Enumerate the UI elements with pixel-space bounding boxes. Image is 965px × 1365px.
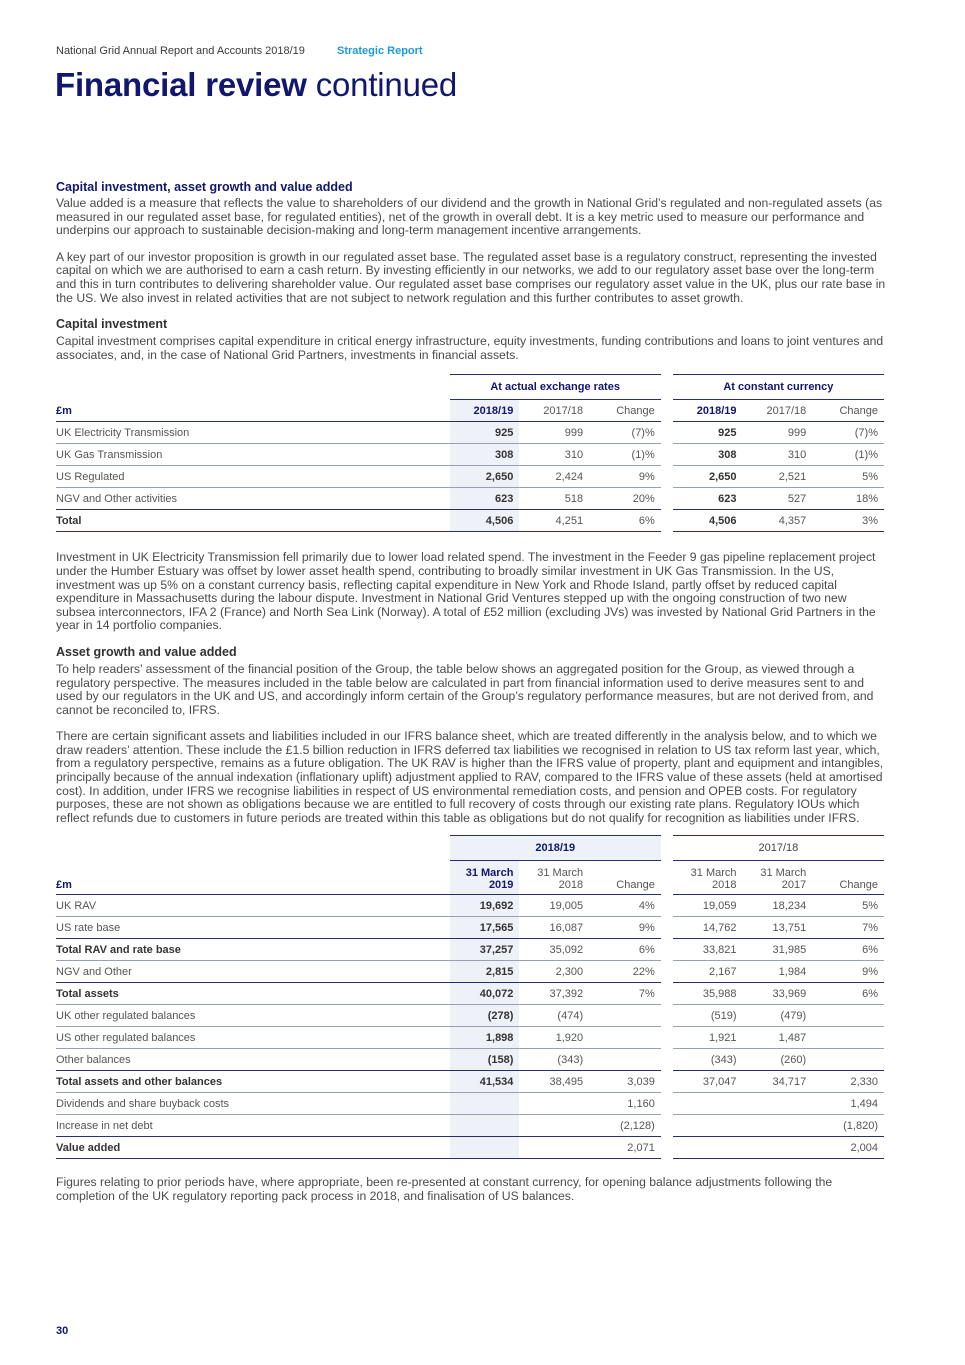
cell: 19,059: [673, 895, 743, 917]
row-label: Total assets: [56, 983, 450, 1005]
row-label: Dividends and share buyback costs: [56, 1093, 450, 1115]
table-row: [56, 917, 884, 939]
row-label: Total RAV and rate base: [56, 939, 450, 961]
row-label: UK other regulated balances: [56, 1005, 450, 1027]
cell: 4,506: [673, 510, 743, 532]
row-label: NGV and Other: [56, 961, 450, 983]
table-row: [56, 422, 884, 444]
row-label: Total: [56, 510, 450, 532]
cell: [673, 1115, 743, 1137]
cell: 999: [519, 422, 589, 444]
table-row: [56, 1093, 884, 1115]
cell: 6%: [812, 939, 884, 961]
cell: [673, 1137, 743, 1159]
cell: [519, 1115, 589, 1137]
cell: 308: [673, 444, 743, 466]
cell: 2,004: [812, 1137, 884, 1159]
page-title-suffix: continued: [315, 66, 458, 103]
cell: 4,357: [743, 510, 813, 532]
cell: 5%: [812, 466, 884, 488]
group-header-actual-rates: At actual exchange rates: [450, 375, 661, 400]
cell: (479): [743, 1005, 813, 1027]
cell: 6%: [589, 510, 661, 532]
cell: 7%: [589, 983, 661, 1005]
cell: [519, 1093, 589, 1115]
cell: 9%: [589, 917, 661, 939]
cell: 31,985: [743, 939, 813, 961]
cell: 1,494: [812, 1093, 884, 1115]
cell: (7)%: [589, 422, 661, 444]
table-group-header: [56, 836, 884, 861]
col-header: 2018/19: [673, 400, 743, 422]
table-row: [56, 895, 884, 917]
cell: 35,988: [673, 983, 743, 1005]
cell: (474): [519, 1005, 589, 1027]
cell: 310: [519, 444, 589, 466]
cell: 1,898: [450, 1027, 520, 1049]
page-title-main: Financial review: [55, 66, 307, 103]
cell: [450, 1093, 520, 1115]
cell: 37,392: [519, 983, 589, 1005]
section-heading-capital-investment-asset-growth: Capital investment, asset growth and value added: [56, 180, 353, 194]
cell: 33,821: [673, 939, 743, 961]
table-row: [56, 444, 884, 466]
cell: 1,920: [519, 1027, 589, 1049]
cell: 2,521: [743, 466, 813, 488]
table-row-subtotal: [56, 1071, 884, 1093]
col-header: 2017/18: [519, 400, 589, 422]
row-label: US rate base: [56, 917, 450, 939]
intro-paragraph-investor-proposition: A key part of our investor proposition is growth in our regulated asset base. The regulated asset base is a regulatory construct, representing the invested capital on which we are authorised to earn a cash return. By investing efficiently in our networks, we add to our regulatory asset base over the long-term and this in turn contributes to delivering shareholder value. Our regulated asset base comprises our regulatory asset value in the UK, plus our rate base in the US. We also invest in related activities that are not subject to network regulation and this further contributes to asset growth.: [56, 249, 886, 305]
cell: 1,984: [743, 961, 813, 983]
cell: 9%: [812, 961, 884, 983]
cell: 41,534: [450, 1071, 520, 1093]
section-label: Strategic Report: [337, 45, 423, 57]
cell: 33,969: [743, 983, 813, 1005]
cell: 16,087: [519, 917, 589, 939]
cell: 2,424: [519, 466, 589, 488]
capital-investment-commentary: Investment in UK Electricity Transmission fell primarily due to lower load related spend. The investment in the Feeder 9 gas pipeline replacement project under the Humber Estuary was offset by lower asset health spend, contributing to broadly similar investment in UK Gas Transmission. In the US, investment was up 5% on a constant currency basis, reflecting capital expenditure in New York and Rhode Island, partly offset by reduced capital expenditure in Massachusetts during the labour dispute. Investment in National Grid Ventures stepped up with the ongoing construction of two new subsea interconnectors, IFA 2 (France) and North Sea Link (Norway). A total of £52 million (excluding JVs) was invested by National Grid Partners in the year in 14 portfolio companies.: [56, 550, 876, 633]
table-row: [56, 1005, 884, 1027]
cell: [450, 1115, 520, 1137]
cell: 37,047: [673, 1071, 743, 1093]
cell: 2,650: [673, 466, 743, 488]
cell: 20%: [589, 488, 661, 510]
subheading-capital-investment: Capital investment: [56, 317, 168, 332]
cell: 925: [673, 422, 743, 444]
cell: 2,071: [589, 1137, 661, 1159]
cell: 2,167: [673, 961, 743, 983]
cell: (7)%: [812, 422, 884, 444]
cell: 2,815: [450, 961, 520, 983]
cell: [812, 1027, 884, 1049]
col-header: Change: [589, 400, 661, 422]
cell: (260): [743, 1049, 813, 1071]
cell: (1)%: [812, 444, 884, 466]
main-content: [56, 180, 886, 1204]
cell: 18,234: [743, 895, 813, 917]
table-row: [56, 488, 884, 510]
cell: [589, 1027, 661, 1049]
asset-growth-paragraph-2: There are certain significant assets and liabilities included in our IFRS balance sheet, which are treated differently in the analysis below, and to which we draw readers’ attention. These include the £1.5 billion reduction in IFRS deferred tax liabilities we recognised in relation to US tax reform last year, which, from a regulatory perspective, remains as a future obligation. The UK RAV is higher than the IFRS value of property, plant and equipment and intangibles, principally because of the annual indexation (inflationary uplift) adjustment applied to RAV, compared to the IFRS value of these assets (held at amortised cost). In addition, under IFRS we recognise liabilities in respect of US environmental remediation costs, and pension and OPEB costs. For regulatory purposes, these are not shown as obligations because we are entitled to full recovery of costs through our existing rate plans. Regulatory IOUs which reflect refunds due to customers in future periods are treated within this table as obligations but do not qualify for recognition as liabilities under IFRS.: [56, 729, 884, 825]
cell: 38,495: [519, 1071, 589, 1093]
cell: 925: [450, 422, 520, 444]
group-header-constant-currency: At constant currency: [673, 375, 884, 400]
cell: [743, 1137, 813, 1159]
cell: 37,257: [450, 939, 520, 961]
cell: 518: [519, 488, 589, 510]
cell: 9%: [589, 466, 661, 488]
cell: 5%: [812, 895, 884, 917]
table-row-total: [56, 510, 884, 532]
cell: 308: [450, 444, 520, 466]
asset-growth-paragraph-1: To help readers’ assessment of the financial position of the Group, the table below shows an aggregated position for the Group, as viewed through a regulatory perspective. The measures included in the table below are calculated in part from financial information used to derive measures sent to and used by our regulators in the UK and US, and accordingly inform certain of the Group’s regulatory performance measures, but are not derived from, and cannot be reconciled to, IFRS.: [56, 661, 874, 717]
cell: 527: [743, 488, 813, 510]
row-label: Value added: [56, 1137, 450, 1159]
row-label: Other balances: [56, 1049, 450, 1071]
cell: (343): [519, 1049, 589, 1071]
cell: 1,487: [743, 1027, 813, 1049]
cell: 22%: [589, 961, 661, 983]
cell: [589, 1005, 661, 1027]
cell: 3%: [812, 510, 884, 532]
row-label: NGV and Other activities: [56, 488, 450, 510]
table-row: [56, 961, 884, 983]
cell: [450, 1137, 520, 1159]
col-header: Change: [812, 861, 884, 895]
cell: 34,717: [743, 1071, 813, 1093]
col-header: Change: [589, 861, 661, 895]
row-label: UK Electricity Transmission: [56, 422, 450, 444]
cell: 4%: [589, 895, 661, 917]
row-label: UK Gas Transmission: [56, 444, 450, 466]
cell: 2,650: [450, 466, 520, 488]
cell: [673, 1093, 743, 1115]
cell: [519, 1137, 589, 1159]
row-label: Increase in net debt: [56, 1115, 450, 1137]
intro-paragraph-value-added: Value added is a measure that reflects the value to shareholders of our dividend and the growth in National Grid’s regulated and non-regulated assets (as measured in our regulated asset base, for regulated entities), net of the growth in overall debt. It is a key metric used to measure our performance and underpins our approach to sustainable decision-making and long-term management incentive arrangements.: [56, 196, 883, 238]
table-footnote: Figures relating to prior periods have, where appropriate, been re-presented at constant currency, for opening balance adjustments following the completion of the UK regulatory reporting pack process in 2018, and finalisation of US balances.: [56, 1175, 833, 1204]
table-row-total: [56, 1137, 884, 1159]
cell: 4,506: [450, 510, 520, 532]
unit-label: £m: [56, 400, 450, 422]
cell: 35,092: [519, 939, 589, 961]
cell: 6%: [589, 939, 661, 961]
cell: 19,692: [450, 895, 520, 917]
subheading-asset-growth: Asset growth and value added: [56, 644, 237, 659]
table-row-subtotal: [56, 983, 884, 1005]
cell: (278): [450, 1005, 520, 1027]
cell: 623: [450, 488, 520, 510]
group-header-2017-18: 2017/18: [673, 836, 884, 861]
col-header: 31 March 2018: [519, 861, 589, 895]
cell: [743, 1115, 813, 1137]
cell: [743, 1093, 813, 1115]
asset-growth-table: [56, 835, 884, 1159]
unit-label: £m: [56, 861, 450, 895]
row-label: US Regulated: [56, 466, 450, 488]
col-header: Change: [812, 400, 884, 422]
page-number: 30: [56, 1325, 69, 1337]
capital-investment-table: [56, 374, 884, 532]
col-header: 31 March 2017: [743, 861, 813, 895]
cell: 2,300: [519, 961, 589, 983]
capital-investment-intro: Capital investment comprises capital expenditure in critical energy infrastructure, equity investments, funding contributions and loans to joint ventures and associates, and, in the case of National Grid Partners, investments in financial assets.: [56, 334, 884, 362]
table-row: [56, 1115, 884, 1137]
table-row: [56, 466, 884, 488]
cell: 2,330: [812, 1071, 884, 1093]
cell: (343): [673, 1049, 743, 1071]
cell: 7%: [812, 917, 884, 939]
row-label: US other regulated balances: [56, 1027, 450, 1049]
cell: [812, 1005, 884, 1027]
cell: 18%: [812, 488, 884, 510]
cell: 310: [743, 444, 813, 466]
cell: 17,565: [450, 917, 520, 939]
cell: (1)%: [589, 444, 661, 466]
cell: (158): [450, 1049, 520, 1071]
cell: 1,160: [589, 1093, 661, 1115]
row-label: Total assets and other balances: [56, 1071, 450, 1093]
cell: 4,251: [519, 510, 589, 532]
table-column-header: [56, 861, 884, 895]
row-label: UK RAV: [56, 895, 450, 917]
cell: (519): [673, 1005, 743, 1027]
cell: 13,751: [743, 917, 813, 939]
table-row-subtotal: [56, 939, 884, 961]
col-header: 2018/19: [450, 400, 520, 422]
cell: (2,128): [589, 1115, 661, 1137]
col-header: 31 March 2018: [673, 861, 743, 895]
cell: 1,921: [673, 1027, 743, 1049]
col-header: 31 March 2019: [450, 861, 520, 895]
cell: 3,039: [589, 1071, 661, 1093]
table-row: [56, 1027, 884, 1049]
cell: [812, 1049, 884, 1071]
cell: 623: [673, 488, 743, 510]
running-header: [56, 45, 423, 57]
group-header-2018-19: 2018/19: [450, 836, 661, 861]
table-column-header: [56, 400, 884, 422]
cell: (1,820): [812, 1115, 884, 1137]
cell: 6%: [812, 983, 884, 1005]
table-group-header: [56, 375, 884, 400]
cell: 40,072: [450, 983, 520, 1005]
col-header: 2017/18: [743, 400, 813, 422]
cell: 19,005: [519, 895, 589, 917]
table-row: [56, 1049, 884, 1071]
publication-title: National Grid Annual Report and Accounts 2018/19: [56, 45, 305, 57]
page-title: [55, 66, 457, 104]
cell: [589, 1049, 661, 1071]
cell: 14,762: [673, 917, 743, 939]
cell: 999: [743, 422, 813, 444]
